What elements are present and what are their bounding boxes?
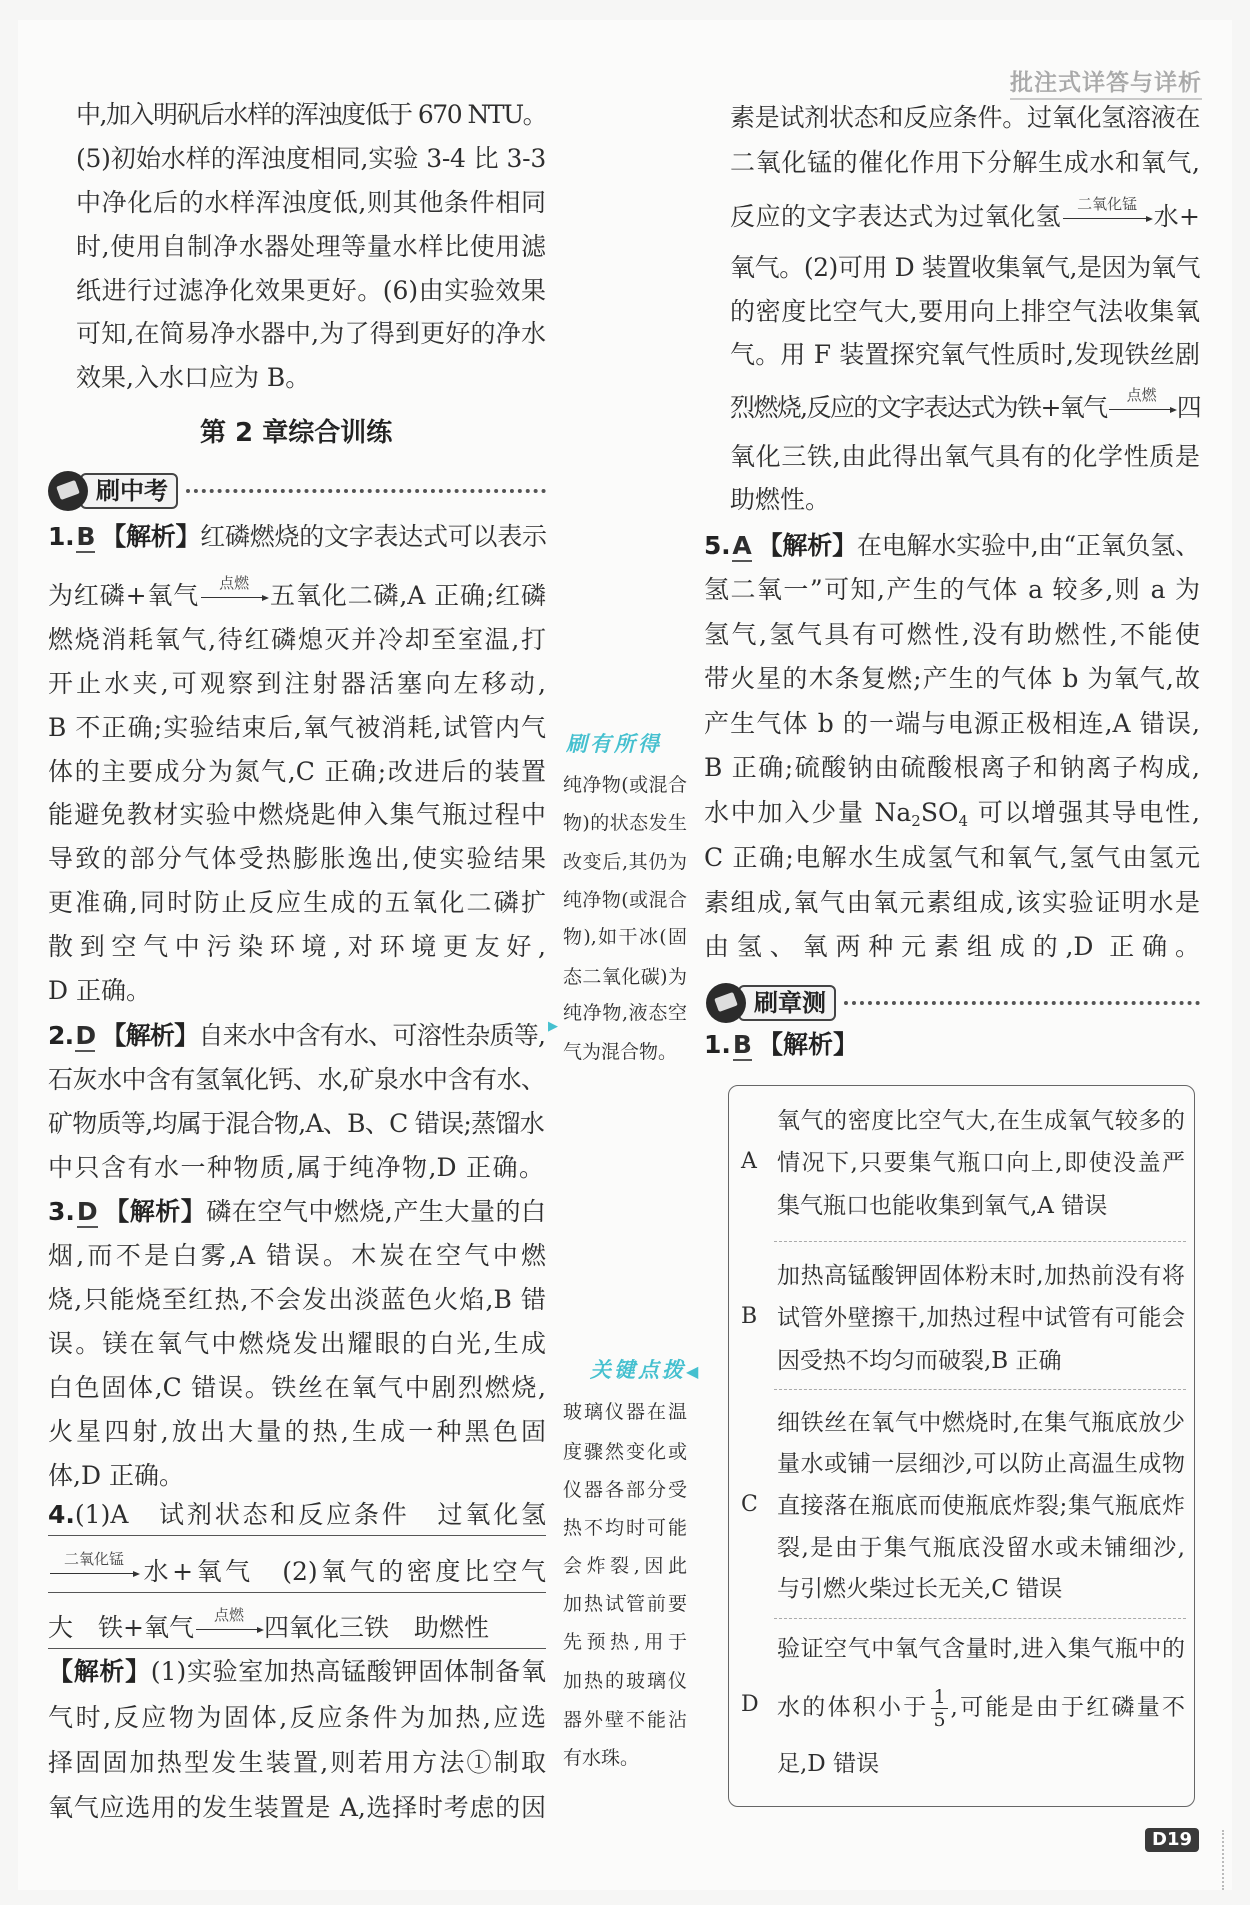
running-header: 批注式详答与详析 bbox=[1010, 64, 1202, 100]
line-text: 自来水中含有水、可溶性杂质等, bbox=[198, 1021, 546, 1050]
answer-letter: B bbox=[76, 522, 96, 551]
line-text: 燃烧消耗氧气,待红磷熄灭并冷却至室温,打 bbox=[48, 625, 546, 654]
text-line bbox=[48, 1104, 544, 1144]
text-line bbox=[48, 1552, 546, 1593]
line-text: 烟,而不是白雾,A 错误。木炭在空气中燃 bbox=[48, 1241, 546, 1270]
question-number: 4. bbox=[48, 1500, 75, 1529]
option-letter: D bbox=[741, 1692, 759, 1717]
text-line bbox=[48, 971, 546, 1011]
line-text: 氧化三铁,由此得出氧气具有的化学性质是 bbox=[730, 442, 1200, 471]
note-title-text: 关键点拨 bbox=[590, 1357, 686, 1382]
line-text: 有水珠。 bbox=[563, 1747, 640, 1769]
subscript: 4 bbox=[958, 812, 968, 830]
text-line bbox=[704, 883, 1200, 923]
text-line bbox=[563, 803, 687, 843]
line-text: 因受热不均匀而破裂,B 正确 bbox=[777, 1348, 1062, 1374]
dotted-divider bbox=[844, 1001, 1200, 1005]
text-line bbox=[48, 1788, 546, 1828]
line-text: 导致的部分气体受热膨胀逸出,使实验结果 bbox=[48, 844, 546, 873]
line-text: 白色固体,C 错误。铁丝在氧气中剧烈燃烧, bbox=[48, 1373, 546, 1402]
line-text: 中只含有水一种物质,属于纯净物,D 正确。 bbox=[48, 1153, 544, 1182]
text-line bbox=[563, 957, 687, 997]
answer-letter: D bbox=[76, 1197, 98, 1226]
line-text: C 正确;电解水生成氢气和氧气,氢气由氢元 bbox=[704, 843, 1200, 872]
reaction-condition: 点燃 bbox=[219, 574, 250, 592]
answer-letter: D bbox=[75, 1021, 96, 1050]
option-analysis-table bbox=[728, 1085, 1195, 1807]
reaction-condition: 二氧化锰 bbox=[1077, 195, 1138, 213]
text-line bbox=[777, 1569, 1185, 1609]
text-line bbox=[777, 1341, 1185, 1381]
question-number: 5. bbox=[704, 531, 731, 560]
line-text: 素是试剂状态和反应条件。过氧化氢溶液在 bbox=[730, 103, 1201, 132]
text-line bbox=[48, 883, 546, 923]
text-line bbox=[48, 1608, 546, 1649]
text-line bbox=[730, 388, 1200, 428]
note-title-shuayousuode: 刷有所得 bbox=[566, 731, 662, 756]
line-text: 的密度比空气大,要用向上排空气法收集氧 bbox=[730, 297, 1200, 326]
line-text: 氢气,氢气具有可燃性,没有助燃性,不能使 bbox=[704, 620, 1200, 649]
text-line bbox=[777, 1256, 1185, 1296]
text-line bbox=[48, 664, 546, 704]
text-line bbox=[48, 1652, 546, 1692]
line-text: 由氢、氧两种元素组成的,D 正确。 bbox=[704, 932, 1200, 961]
option-letter: B bbox=[741, 1304, 758, 1329]
reaction-condition: 点燃 bbox=[1126, 386, 1157, 404]
line-text: 加热试管前要 bbox=[563, 1593, 687, 1615]
line-text: 中,加入明矾后水样的浑浊度低于 670 NTU。 bbox=[76, 100, 547, 129]
text-line bbox=[730, 335, 1200, 375]
text-line bbox=[777, 1101, 1185, 1141]
text-line bbox=[704, 927, 1200, 967]
line-text: 细铁丝在氧气中燃烧时,在集气瓶底放少 bbox=[777, 1410, 1185, 1436]
text-line bbox=[704, 748, 1200, 788]
reaction-arrow bbox=[201, 574, 267, 598]
question-number: 3. bbox=[48, 1197, 75, 1226]
line-text: ,可能是由于红磷量不 bbox=[950, 1694, 1185, 1721]
text-line bbox=[48, 620, 546, 660]
text-line bbox=[48, 752, 546, 792]
line-text: 物)的状态发生 bbox=[563, 812, 687, 834]
line-text: 为红磷+氧气 bbox=[48, 581, 200, 610]
line-text: SO bbox=[920, 798, 959, 827]
line-text: 加热的玻璃仪 bbox=[563, 1670, 687, 1692]
line-text: 素组成,氧气由氧元素组成,该实验证明水是 bbox=[704, 888, 1200, 917]
question-number: 1. bbox=[704, 1030, 731, 1059]
line-text: 四 bbox=[1176, 393, 1200, 422]
analysis-label: 【解析】 bbox=[757, 531, 857, 560]
line-text: 反应的文字表达式为过氧化氢 bbox=[730, 202, 1062, 231]
text-line bbox=[777, 1629, 1185, 1669]
text-line bbox=[48, 1324, 546, 1364]
analysis-label: 【解析】 bbox=[48, 1657, 151, 1686]
reaction-arrow bbox=[50, 1550, 138, 1574]
text-line bbox=[704, 1025, 1004, 1065]
line-text: 矿物质等,均属于混合物,A、B、C 错误;蒸馏水 bbox=[48, 1109, 544, 1138]
text-line bbox=[48, 1743, 546, 1783]
line-text: 误。镁在氧气中燃烧发出耀眼的白光,生成 bbox=[48, 1329, 546, 1358]
numerator: 1 bbox=[933, 1686, 946, 1708]
line-text: 水+ bbox=[1153, 202, 1200, 231]
text-line bbox=[730, 480, 1200, 520]
reaction-condition: 二氧化锰 bbox=[63, 1550, 124, 1568]
line-text: 纯净物(或混合 bbox=[563, 774, 687, 796]
reaction-arrow bbox=[1063, 195, 1151, 219]
text-line bbox=[730, 197, 1200, 237]
triangle-right-icon: ▶ bbox=[548, 1019, 558, 1034]
line-text: 足,D 错误 bbox=[777, 1751, 880, 1777]
line-text: 助燃性。 bbox=[730, 485, 831, 514]
badge-label: 刷中考 bbox=[80, 473, 178, 509]
text-line bbox=[48, 576, 546, 616]
question-number: 2. bbox=[48, 1021, 74, 1050]
text-line bbox=[704, 615, 1200, 655]
line-text: 直接落在瓶底而使瓶底炸裂;集气瓶底炸 bbox=[777, 1493, 1185, 1519]
line-text: 纯净物(或混合 bbox=[563, 889, 687, 911]
line-text: 态二氧化碳)为 bbox=[563, 966, 687, 988]
text-line bbox=[704, 704, 1200, 744]
line-text: 红磷燃烧的文字表达式可以表示 bbox=[200, 522, 547, 551]
line-text: 火星四射,放出大量的热,生成一种黑色固 bbox=[48, 1417, 546, 1446]
text-line bbox=[48, 1148, 544, 1188]
line-text: 水的体积小于 bbox=[777, 1694, 929, 1721]
text-line bbox=[777, 1298, 1185, 1338]
text-line bbox=[563, 1584, 687, 1624]
text-line bbox=[48, 1495, 546, 1536]
chapter-title: 第 2 章综合训练 bbox=[200, 418, 393, 448]
line-text: D 正确。 bbox=[48, 976, 151, 1005]
text-line bbox=[777, 1143, 1185, 1183]
text-line bbox=[48, 1060, 544, 1100]
row-divider bbox=[774, 1241, 1186, 1242]
text-line bbox=[563, 1738, 687, 1778]
text-line bbox=[563, 1508, 687, 1548]
analysis-label: 【解析】 bbox=[101, 522, 201, 551]
text-line bbox=[48, 1698, 546, 1738]
text-line bbox=[563, 1432, 687, 1472]
line-text: B 不正确;实验结束后,氧气被消耗,试管内气 bbox=[48, 713, 546, 742]
line-text: 大 铁+氧气 bbox=[48, 1613, 194, 1642]
book-hand-icon bbox=[706, 983, 746, 1023]
line-text: 磷在空气中燃烧,产生大量的白 bbox=[206, 1197, 546, 1226]
line-text: 量水或铺一层细沙,可以防止高温生成物 bbox=[777, 1451, 1185, 1477]
line-text: B 正确;硫酸钠由硫酸根离子和钠离子构成, bbox=[704, 753, 1200, 782]
line-text: 二氧化锰的催化作用下分解生成水和氧气, bbox=[730, 148, 1200, 177]
line-text: 纸进行过滤净化效果更好。(6)由实验效果 bbox=[76, 276, 546, 305]
line-text: 烧,只能烧至红热,不会发出淡蓝色火焰,B 错 bbox=[48, 1285, 546, 1314]
line-text: 改变后,其仍为 bbox=[563, 851, 687, 873]
answer-letter: A bbox=[732, 531, 752, 560]
text-line bbox=[563, 1470, 687, 1510]
line-text: 氢二氧一”可知,产生的气体 a 较多,则 a 为 bbox=[704, 575, 1200, 604]
text-line bbox=[704, 838, 1200, 878]
line-text: 仪器各部分受 bbox=[563, 1479, 687, 1501]
text-line bbox=[563, 1032, 687, 1072]
section-badge-zhongkao bbox=[48, 471, 546, 511]
row-divider bbox=[774, 1389, 1186, 1390]
note-title-guanjiandianbo bbox=[590, 1354, 698, 1384]
line-text: 带火星的木条复燃;产生的气体 b 为氧气,故 bbox=[704, 664, 1200, 693]
book-hand-icon bbox=[48, 471, 88, 511]
line-text: (1)A 试剂状态和反应条件 过氧化氢 bbox=[74, 1500, 546, 1529]
line-text: 烈燃烧,反应的文字表达式为铁+氧气 bbox=[730, 393, 1107, 422]
text-line bbox=[730, 437, 1200, 477]
line-text: 裂,是由于集气瓶底没留水或未铺细沙, bbox=[777, 1535, 1185, 1561]
line-text: 四氧化三铁 助燃性 bbox=[263, 1613, 489, 1642]
text-line bbox=[704, 659, 1200, 699]
answer-letter: B bbox=[732, 1030, 752, 1059]
text-line bbox=[563, 1622, 687, 1662]
text-line bbox=[563, 1392, 687, 1432]
reaction-condition: 点燃 bbox=[213, 1606, 244, 1624]
option-letter: A bbox=[741, 1149, 757, 1174]
line-text: 时,使用自制净水器处理等量水样比使用滤 bbox=[76, 232, 546, 261]
text-line bbox=[563, 842, 687, 882]
line-text: 水中加入少量 Na bbox=[704, 798, 912, 827]
line-text: 先预热,用于 bbox=[563, 1631, 687, 1653]
line-text: 玻璃仪器在温 bbox=[563, 1401, 687, 1423]
text-line bbox=[730, 248, 1200, 288]
line-text: 会炸裂,因此 bbox=[563, 1555, 687, 1577]
text-line bbox=[48, 708, 546, 748]
analysis-label: 【解析】 bbox=[757, 1030, 858, 1059]
line-text: 气时,反应物为固体,反应条件为加热,应选 bbox=[48, 1703, 546, 1732]
subscript: 2 bbox=[911, 812, 921, 830]
triangle-left-icon: ◀ bbox=[686, 1362, 699, 1381]
text-line bbox=[76, 227, 546, 267]
text-line bbox=[563, 880, 687, 920]
text-line bbox=[48, 927, 546, 967]
text-line bbox=[730, 98, 1200, 138]
line-text: 气。用 F 装置探究氧气性质时,发现铁丝剧 bbox=[730, 340, 1200, 369]
line-text: 与引燃火柴过长无关,C 错误 bbox=[777, 1576, 1063, 1602]
line-text: 气为混合物。 bbox=[563, 1041, 678, 1063]
text-line bbox=[48, 1280, 546, 1320]
text-line bbox=[48, 1192, 546, 1232]
text-line bbox=[704, 526, 1200, 566]
text-line bbox=[48, 1236, 546, 1276]
text-line bbox=[777, 1403, 1185, 1443]
line-text: 中净化后的水样浑浊度低,则其他条件相同 bbox=[76, 188, 546, 217]
analysis-label: 【解析】 bbox=[103, 1197, 207, 1226]
text-line bbox=[48, 839, 546, 879]
line-text: 五氧化二磷,A 正确;红磷 bbox=[269, 581, 547, 610]
line-text: 择固固加热型发生装置,则若用方法①制取 bbox=[48, 1748, 546, 1777]
line-text: 可以增强其导电性, bbox=[967, 798, 1200, 827]
section-badge-zhangce bbox=[706, 983, 1200, 1023]
reaction-arrow bbox=[196, 1606, 262, 1630]
text-line bbox=[76, 183, 546, 223]
line-text: 更准确,同时防止反应生成的五氧化二磷扩 bbox=[48, 888, 546, 917]
reaction-arrow bbox=[1109, 386, 1175, 410]
line-text: 产生气体 b 的一端与电源正极相连,A 错误, bbox=[704, 709, 1200, 738]
text-line bbox=[76, 314, 546, 354]
page-edge-dots bbox=[1222, 1830, 1224, 1890]
text-line bbox=[48, 1368, 546, 1408]
line-text: 集气瓶口也能收集到氧气,A 错误 bbox=[777, 1193, 1108, 1219]
line-text: 器外壁不能沾 bbox=[563, 1709, 687, 1731]
text-line bbox=[704, 793, 1200, 833]
dotted-divider bbox=[186, 489, 546, 493]
line-text: 度骤然变化或 bbox=[563, 1441, 687, 1463]
text-line bbox=[704, 570, 1200, 610]
text-line bbox=[777, 1528, 1185, 1568]
text-line bbox=[76, 271, 546, 311]
line-text: 氧气。(2)可用 D 装置收集氧气,是因为氧气 bbox=[730, 253, 1200, 282]
line-text: 体的主要成分为氮气,C 正确;改进后的装置 bbox=[48, 757, 546, 786]
text-line bbox=[76, 95, 546, 135]
text-line bbox=[777, 1444, 1185, 1484]
text-line bbox=[563, 993, 687, 1033]
line-text: 验证空气中氧气含量时,进入集气瓶中的 bbox=[777, 1636, 1185, 1662]
line-text: 物),如干冰(固 bbox=[563, 926, 687, 948]
line-text: (1)实验室加热高锰酸钾固体制备氧 bbox=[150, 1657, 546, 1686]
fraction bbox=[931, 1686, 947, 1731]
line-text: 在电解水实验中,由“正氧负氢、 bbox=[856, 531, 1200, 560]
line-text: 氧气的密度比空气大,在生成氧气较多的 bbox=[777, 1108, 1185, 1134]
line-text: 体,D 正确。 bbox=[48, 1461, 184, 1490]
line-text: 可知,在简易净水器中,为了得到更好的净水 bbox=[76, 319, 546, 348]
text-line bbox=[48, 1412, 546, 1452]
text-line bbox=[777, 1486, 1185, 1526]
text-line bbox=[777, 1686, 1185, 1731]
line-text: 试管外壁擦干,加热过程中试管有可能会 bbox=[777, 1305, 1185, 1331]
text-line bbox=[730, 292, 1200, 332]
text-line bbox=[563, 765, 687, 805]
line-text: (5)初始水样的浑浊度相同,实验 3-4 比 3-3 bbox=[76, 144, 546, 173]
text-line bbox=[563, 1700, 687, 1740]
text-line bbox=[777, 1744, 1185, 1784]
row-divider bbox=[774, 1618, 1186, 1619]
text-line bbox=[48, 795, 546, 835]
page-number: D19 bbox=[1145, 1828, 1199, 1852]
line-text: 能避免教材实验中燃烧匙伸入集气瓶过程中 bbox=[48, 800, 546, 829]
line-text: 氧气应选用的发生装置是 A,选择时考虑的因 bbox=[48, 1793, 546, 1822]
line-text: 热不均时可能 bbox=[563, 1517, 687, 1539]
line-text: 开止水夹,可观察到注射器活塞向左移动, bbox=[48, 669, 546, 698]
text-line bbox=[777, 1186, 1185, 1226]
badge-label: 刷章测 bbox=[738, 985, 836, 1021]
line-text: 纯净物,液态空 bbox=[563, 1002, 687, 1024]
text-line bbox=[563, 917, 687, 957]
option-letter: C bbox=[741, 1492, 758, 1517]
line-text: 效果,入水口应为 B。 bbox=[76, 363, 311, 392]
analysis-label: 【解析】 bbox=[101, 1021, 199, 1050]
line-text: 水+氧气 (2)氧气的密度比空气 bbox=[140, 1557, 546, 1586]
text-line bbox=[48, 1456, 546, 1496]
text-line bbox=[563, 1661, 687, 1701]
text-line bbox=[563, 1546, 687, 1586]
text-line bbox=[76, 358, 546, 398]
line-text: 加热高锰酸钾固体粉末时,加热前没有将 bbox=[777, 1263, 1185, 1289]
line-text: 情况下,只要集气瓶口向上,即使没盖严 bbox=[777, 1150, 1185, 1176]
question-number: 1. bbox=[48, 522, 75, 551]
denominator: 5 bbox=[933, 1709, 946, 1731]
text-line bbox=[48, 1016, 544, 1056]
line-text: 石灰水中含有氢氧化钙、水,矿泉水中含有水、 bbox=[48, 1065, 546, 1094]
text-line bbox=[730, 143, 1200, 183]
text-line bbox=[76, 139, 546, 179]
text-line bbox=[48, 517, 546, 557]
line-text: 散到空气中污染环境,对环境更友好, bbox=[48, 932, 546, 961]
